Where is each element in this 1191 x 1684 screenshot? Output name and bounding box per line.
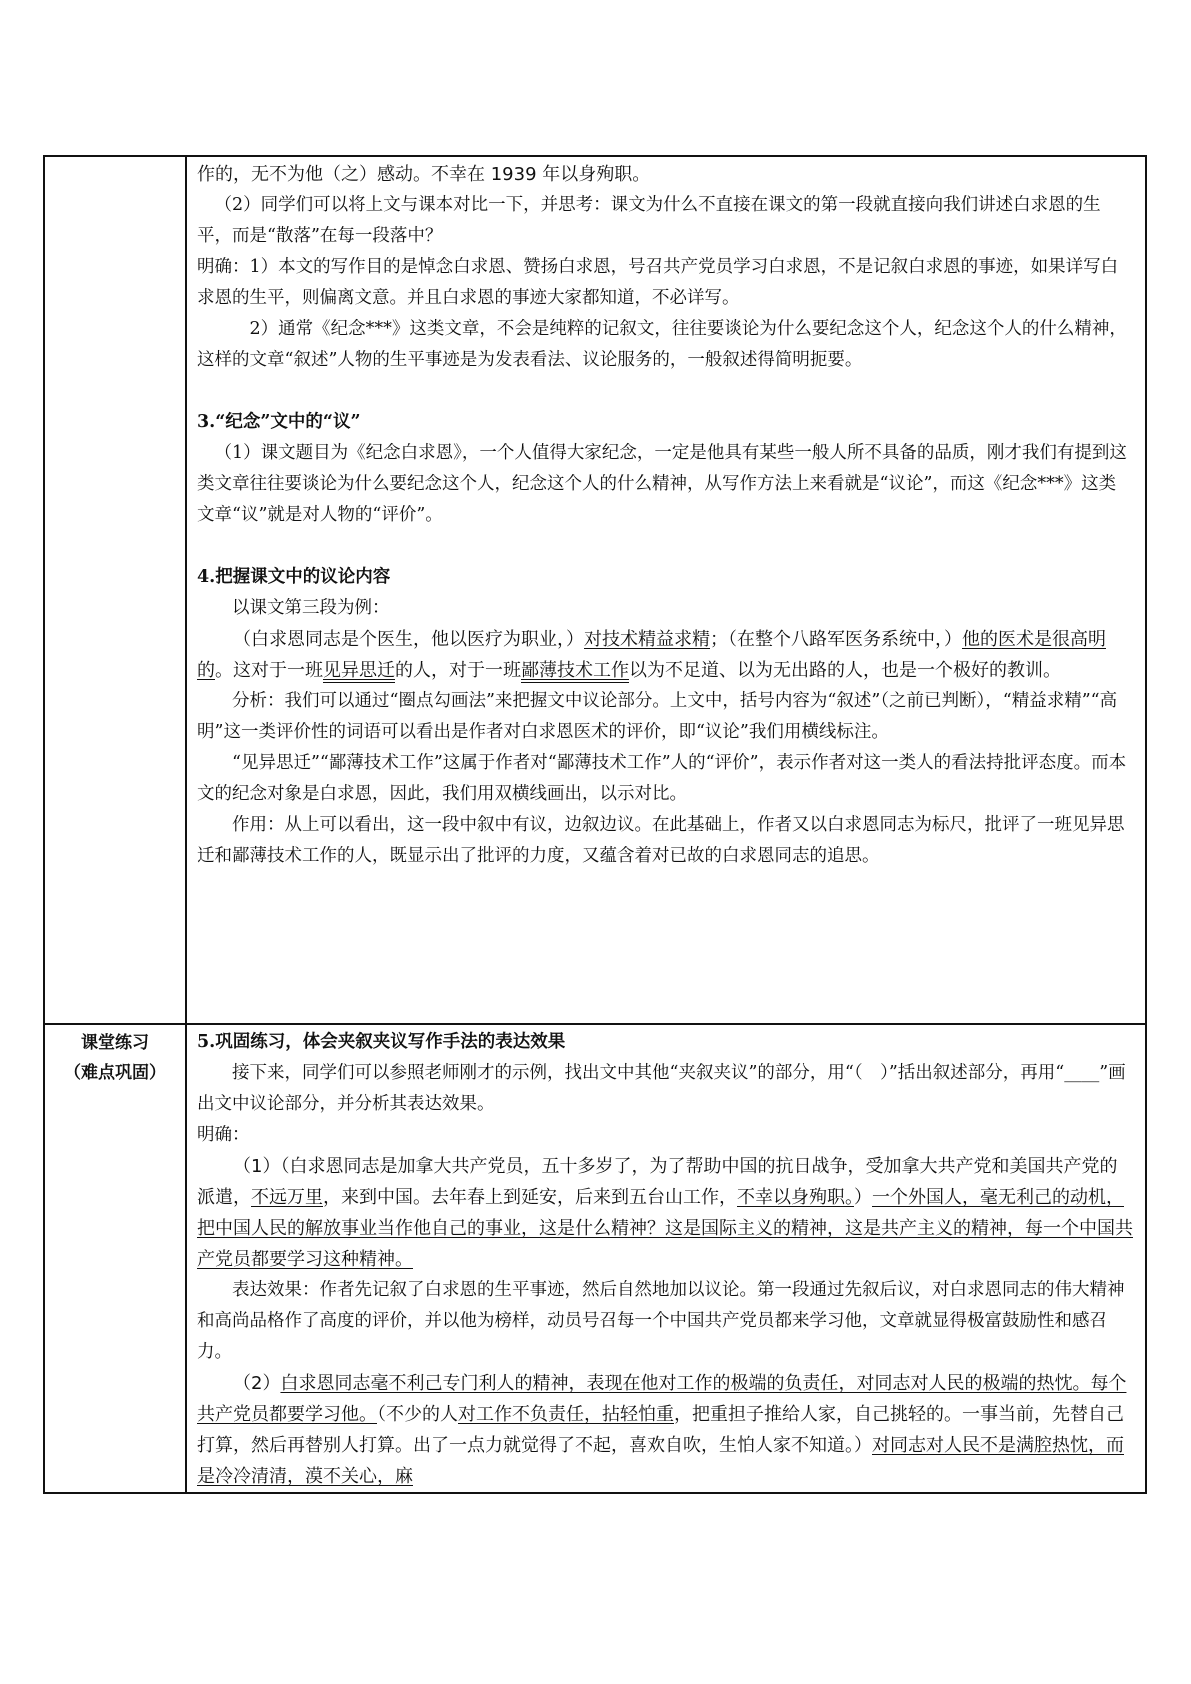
example-1-underlined: 不远万里 — [251, 1187, 323, 1208]
example-2-narrative: （不少的人 — [377, 1404, 458, 1425]
paragraph-continuation: 作的，无不为他（之）感动。不幸在 1939 年以身殉职。 — [197, 164, 651, 185]
row-label-cell — [44, 1024, 186, 1493]
quote-narrative: （白求恩同志是个医生，他以医疗为职业，） — [233, 629, 584, 650]
question-2: （2）同学们可以将上文与课本对比一下，并思考：课文为什么不直接在课文的第一段就直接向我们讲述白求恩的生平，而是“散落”在每一段落中？ — [197, 195, 1101, 246]
example-2-comment: 对同志对人民不是满腔热忱，而是冷冷清清，漠不关心，麻 — [197, 1435, 1124, 1487]
quote-narrative: ；（在整个八路军医务系统中，） — [710, 629, 962, 650]
example-intro: 以课文第三段为例： — [232, 598, 390, 618]
example-2-comment: 白求恩同志毫不利己专门利人的精神，表现在他对工作的极端的负责任，对同志对人民的极端的热忱。每个共产党员都要学习他。 — [197, 1373, 1127, 1425]
example-quote — [197, 624, 1133, 686]
example-1-narrative: ，来到中国。去年春上到延安，后来到五台山工作， — [323, 1187, 737, 1208]
expression-effect: 表达效果：作者先记叙了白求恩的生平事迹，然后自然地加以议论。第一段通过先叙后议，对白求恩同志的伟大精神和高尚品格作了高度的评价，并以他为榜样，动员号召每一个中国共产党员都来学习他，文章就显得极富鼓励性和感召力。 — [197, 1280, 1125, 1362]
example-1-underlined: 不幸以身殉职。 — [737, 1187, 854, 1208]
section-3-text: （1）课文题目为《纪念白求恩》，一个人值得大家纪念，一定是他具有某些一般人所不具备的品质，刚才我们有提到这类文章往往要谈论为什么要纪念这个人，纪念这个人的什么精神，从写作方法上来看就是“议论”，而这《纪念***》这类文章“议”就是对人物的“评价”。 — [197, 443, 1127, 525]
answer-2: 2）通常《纪念***》这类文章，不会是纯粹的记叙文，往往要谈论为什么要纪念这个人，纪念这个人的什么精神，这样的文章“叙述”人物的生平事迹是为发表看法、议论服务的，一般叙述得简明扼要。 — [197, 319, 1127, 370]
quote-double-underlined: 见异思迁 — [323, 660, 395, 681]
lesson-plan-table — [43, 155, 1147, 1494]
example-1-comment: 一个外国人，毫无利己的动机，把中国人民的解放事业当作他自己的事业，这是什么精神？这是国际主义的精神，这是共产主义的精神，每一个中国共产党员都要学习这种精神。 — [197, 1187, 1133, 1270]
table-row-2 — [44, 1024, 1146, 1493]
row-label-cell-empty — [44, 156, 186, 1024]
example-1-narrative: ） — [854, 1187, 872, 1208]
content-cell-2 — [186, 1024, 1146, 1493]
quote-text: 。这对于一班 — [215, 660, 323, 681]
example-2 — [197, 1368, 1133, 1492]
quote-text: 以为不足道、以为无出路的人，也是一个极好的教训。 — [629, 660, 1061, 681]
effect-paragraph: 作用：从上可以看出，这一段中叙中有议，边叙边议。在此基础上，作者又以白求恩同志为标尺，批评了一班见异思迁和鄙薄技术工作的人，既显示出了批评的力度，又蕴含着对已故的白求恩同志的追思。 — [197, 815, 1125, 866]
exercise-instruction: 接下来，同学们可以参照老师刚才的示例，找出文中其他“夹叙夹议”的部分，用“（ ）”括出叙述部分，再用“____”画出文中议论部分，并分析其表达效果。 — [197, 1063, 1126, 1114]
section-4-heading: 4.把握课文中的议论内容 — [197, 567, 391, 587]
row-label-subtitle: （难点巩固） — [64, 1063, 166, 1083]
quote-text: 的人，对于一班 — [395, 660, 521, 681]
example-2-narrative: ，把重担子推给人家，自己挑轻的。一事当前，先替自己打算，然后再替别人打算。出了一点力就觉得了不起，喜欢自吹，生怕人家不知道。） — [197, 1404, 1124, 1456]
answer-label: 明确： — [197, 1125, 250, 1145]
section-3-heading: 3.“纪念”文中的“议” — [197, 412, 361, 432]
section-5-heading: 5.巩固练习，体会夹叙夹议写作手法的表达效果 — [197, 1032, 566, 1052]
quote-comment-underlined: 对技术精益求精 — [584, 629, 710, 650]
example-2-underlined: 对工作不负责任，拈轻怕重 — [458, 1404, 674, 1425]
content-cell-1 — [186, 156, 1146, 1024]
answer-1: 明确：1）本文的写作目的是悼念白求恩、赞扬白求恩，号召共产党员学习白求恩，不是记叙白求恩的事迹，如果详写白求恩的生平，则偏离文意。并且白求恩的事迹大家都知道，不必详写。 — [197, 257, 1119, 308]
example-1-narrative: （1）（白求恩同志是加拿大共产党员，五十多岁了，为了帮助中国的抗日战争，受加拿大共产党和美国共产党的派遣， — [197, 1156, 1118, 1208]
analysis-paragraph: 分析：我们可以通过“圈点勾画法”来把握文中议论部分。上文中，括号内容为“叙述”（之前已判断），“精益求精”“高明”这一类评价性的词语可以看出是作者对白求恩医术的评价，即“议论”我们用横线标注。 — [197, 691, 1118, 742]
contrast-paragraph: “见异思迁”“鄙薄技术工作”这属于作者对“鄙薄技术工作”人的“评价”，表示作者对这一类人的看法持批评态度。而本文的纪念对象是白求恩，因此，我们用双横线画出，以示对比。 — [197, 753, 1127, 804]
row-label-title: 课堂练习 — [81, 1033, 149, 1053]
example-1 — [197, 1151, 1133, 1275]
example-2-number: （2） — [233, 1373, 281, 1394]
quote-comment-underlined: 他的医术是很高明的 — [197, 629, 1106, 681]
quote-double-underlined: 鄙薄技术工作 — [521, 660, 629, 681]
table-row-1 — [44, 156, 1146, 1024]
